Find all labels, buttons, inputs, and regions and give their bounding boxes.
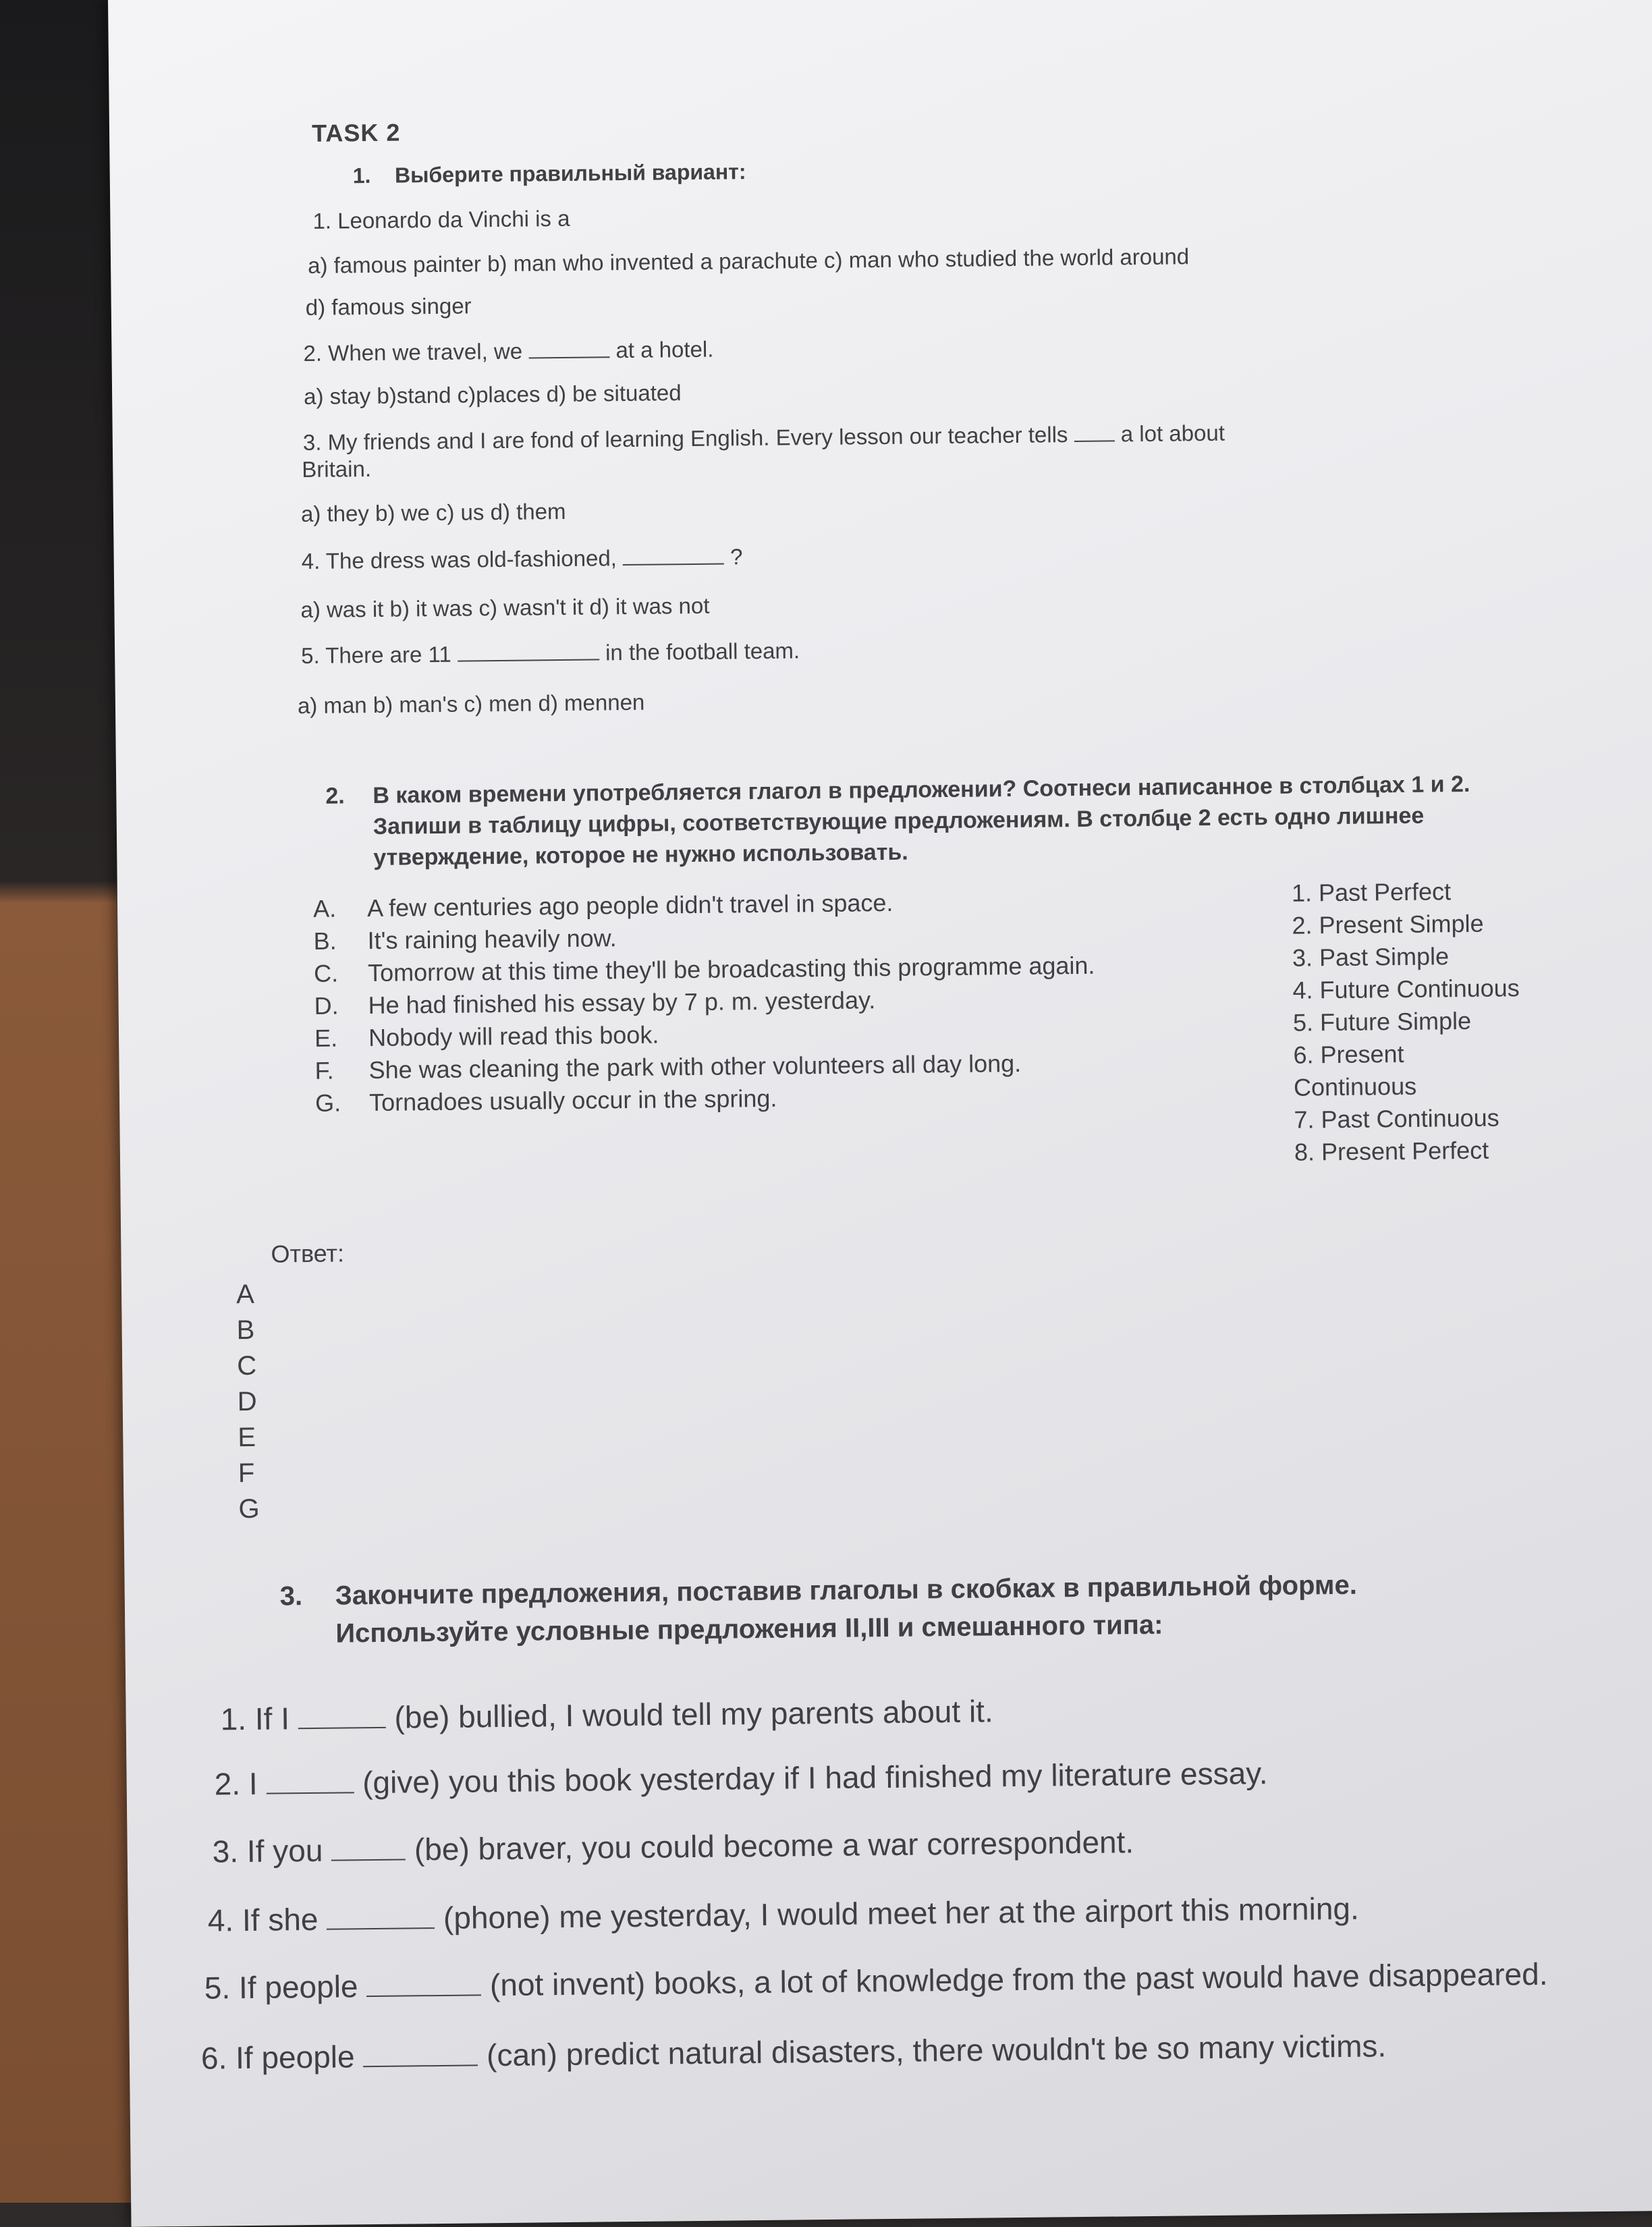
section1-heading [353, 159, 746, 188]
section1-number: 1. [352, 163, 371, 188]
item-letter: C. [313, 959, 339, 987]
tense-option: 3. Past Simple [1292, 942, 1450, 972]
q5-stem-before: 5. There are 11 [300, 641, 451, 669]
s3-item [214, 1755, 1267, 1802]
q1-stem: 1. Leonardo da Vinchi is a [312, 205, 570, 233]
item-letter: F. [314, 1056, 334, 1084]
q4-stem [302, 544, 743, 574]
q3-options: a) they b) we c) us d) them [300, 498, 566, 527]
answer-blank[interactable] [623, 563, 724, 566]
s3-item-after: (be) bullied, I would tell my parents about it. [394, 1693, 993, 1735]
s3-item-before: 3. If you [212, 1832, 323, 1869]
q1-options-d: d) famous singer [305, 293, 472, 320]
s3-item-after: (not invent) books, a lot of knowledge from the past would have disappeared. [489, 1956, 1548, 2003]
answer-blank[interactable] [1074, 440, 1115, 442]
q5-stem [301, 638, 800, 669]
section2-heading [325, 768, 1541, 874]
s3-item [204, 1956, 1548, 2006]
answer-blank[interactable] [366, 1994, 481, 1997]
answer-letter: D [237, 1386, 257, 1417]
answer-label: Ответ: [271, 1239, 345, 1268]
answer-blank[interactable] [267, 1792, 354, 1794]
section3-heading-line1: Закончите предложения, поставив глаголы в скобках в правильной форме. [335, 1570, 1358, 1611]
tense-option: 7. Past Continuous [1294, 1103, 1499, 1134]
item-letter: D. [314, 991, 339, 1020]
q3-stem-before: 3. My friends and I are fond of learning English. Every lesson our teacher tells [302, 422, 1068, 456]
item-letter: A. [312, 894, 337, 923]
answer-blank[interactable] [458, 659, 599, 661]
item-letter: E. [314, 1024, 338, 1052]
section3-number: 3. [279, 1581, 303, 1612]
section3-heading [279, 1566, 1357, 1653]
item-text: She was cleaning the park with other volunteers all day long. [368, 1049, 1022, 1084]
section2-number: 2. [325, 783, 345, 809]
answer-letter: C [236, 1350, 257, 1381]
s3-item [212, 1823, 1134, 1869]
s3-item-after: (can) predict natural disasters, there wouldn't be so many victims. [486, 2028, 1387, 2073]
item-text: Tornadoes usually occur in the spring. [368, 1084, 777, 1117]
section3-heading-line2: Используйте условные предложения II,III и смешанного типа: [335, 1610, 1163, 1649]
q1-options: a) famous painter b) man who invented a parachute c) man who studied the world around [307, 244, 1190, 278]
q5-stem-after: in the football team. [605, 638, 800, 665]
section1-heading-text: Выберите правильный вариант: [394, 159, 746, 188]
answer-letters [236, 1277, 260, 1527]
q4-stem-after: ? [729, 544, 743, 570]
tense-option: 1. Past Perfect [1291, 877, 1452, 907]
answer-blank[interactable] [363, 2064, 478, 2067]
tense-option: 4. Future Continuous [1292, 974, 1520, 1004]
s3-item [208, 1890, 1360, 1939]
s3-item-before: 6. If people [200, 2039, 355, 2076]
q3-stem-after: a lot about [1120, 420, 1226, 447]
answer-letter: A [236, 1279, 255, 1310]
worksheet-page [108, 0, 1652, 2227]
s3-item-after: (be) braver, you could become a war correspondent. [414, 1824, 1134, 1867]
answer-blank[interactable] [331, 1859, 406, 1861]
q5-options: a) man b) man's c) men d) mennen [297, 689, 645, 719]
tense-option: 5. Future Simple [1292, 1006, 1472, 1037]
answer-letter: B [236, 1315, 255, 1346]
item-letter: B. [313, 927, 337, 955]
q2-stem-before: 2. When we travel, we [303, 338, 523, 366]
s3-item-after: (phone) me yesterday, I would meet her at the airport this morning. [443, 1890, 1360, 1935]
s3-item-after: (give) you this book yesterday if I had finished my literature essay. [362, 1755, 1268, 1800]
answer-blank[interactable] [528, 356, 609, 358]
task-title: TASK 2 [311, 118, 401, 147]
tense-option: Continuous [1293, 1072, 1417, 1101]
q2-options: a) stay b)stand c)places d) be situated [303, 380, 682, 409]
s3-item [220, 1693, 993, 1737]
q4-stem-before: 4. The dress was old-fashioned, [301, 545, 617, 574]
q2-stem-after: at a hotel. [615, 336, 714, 363]
answer-letter: E [238, 1422, 256, 1453]
column1-list [313, 885, 1097, 1120]
item-text: A few centuries ago people didn't travel in space. [366, 888, 893, 923]
q3-stem [303, 420, 1225, 456]
item-text: Nobody will read this book. [368, 1020, 659, 1052]
q4-options: a) was it b) it was c) wasn't it d) it was not [300, 593, 710, 623]
answer-letter: G [238, 1493, 260, 1524]
column2-list [1292, 875, 1522, 1168]
s3-item-before: 5. If people [204, 1969, 358, 2006]
s3-item-before: 1. If I [220, 1701, 290, 1737]
s3-item-before: 2. I [214, 1765, 258, 1802]
tense-option: 2. Present Simple [1292, 909, 1484, 939]
q3-stem-line2: Britain. [302, 456, 372, 483]
tense-option: 6. Present [1293, 1039, 1404, 1069]
q2-stem [303, 337, 713, 366]
answer-blank[interactable] [298, 1727, 386, 1729]
answer-blank[interactable] [327, 1927, 435, 1930]
item-text: He had finished his essay by 7 p. m. yesterday. [368, 986, 876, 1020]
item-text: Tomorrow at this time they'll be broadcasting this programme again. [367, 951, 1095, 987]
s3-item [201, 2027, 1387, 2076]
s3-item-before: 4. If she [207, 1901, 319, 1938]
tense-option: 8. Present Perfect [1294, 1136, 1489, 1166]
item-letter: G. [314, 1089, 341, 1117]
item-text: It's raining heavily now. [367, 924, 617, 955]
section2-heading-text: В каком времени употребляется глагол в предложении? Соотнеси написанное в столбцах 1 и 2. Запиши в таблицу цифры, соответствующие предложениям. В столбце 2 есть одно лишнее утверждение, которое не нужно использовать. [373, 771, 1470, 871]
answer-letter: F [238, 1458, 255, 1489]
